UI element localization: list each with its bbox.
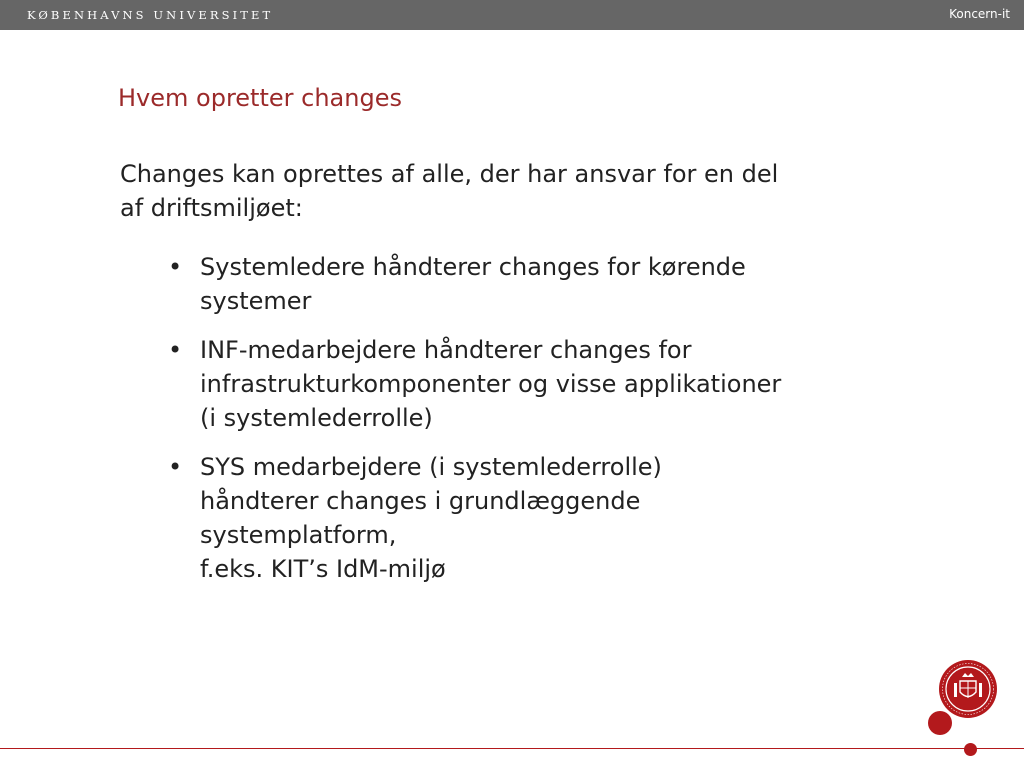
bullet-item [168,250,898,318]
bullet-icon: • [168,253,183,281]
bullet-line: f.eks. KIT’s IdM-miljø [200,555,446,583]
department-label: Koncern-it [949,7,1010,21]
bullet-line: infrastrukturkomponenter og visse applikationer [200,370,782,398]
decorative-dot-large [928,711,952,735]
bullet-list [168,250,898,601]
bullet-line: systemplatform, [200,521,397,549]
header-bar [0,0,1024,30]
bullet-line: INF-medarbejdere håndterer changes for [200,336,692,364]
bullet-item [168,450,898,586]
intro-line: Changes kan oprettes af alle, der har ansvar for en del [120,160,779,188]
university-seal-icon [938,659,998,719]
bullet-item [168,333,898,435]
intro-line: af driftsmiljøet: [120,194,303,222]
bullet-line: Systemledere håndterer changes for kørende [200,253,746,281]
bullet-icon: • [168,453,183,481]
bullet-icon: • [168,336,183,364]
bullet-line: systemer [200,287,312,315]
bullet-line: SYS medarbejdere (i systemlederrolle) [200,453,662,481]
footer-rule [0,748,1024,749]
bullet-line: håndterer changes i grundlæggende [200,487,641,515]
intro-paragraph [120,157,920,225]
bullet-line: (i systemlederrolle) [200,404,433,432]
slide-title: Hvem opretter changes [118,84,402,112]
decorative-dot-small [964,743,977,756]
university-name: KØBENHAVNS UNIVERSITET [27,8,274,22]
